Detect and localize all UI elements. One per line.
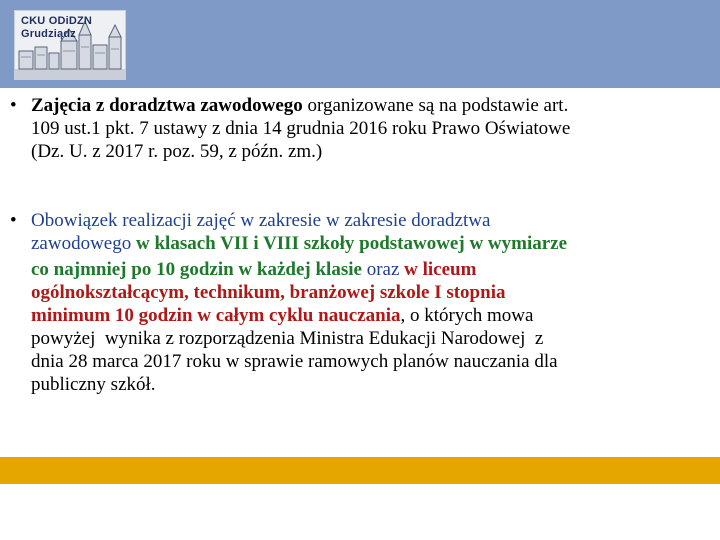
logo-line1: CKU ODiDZN [21,15,93,27]
text-run: (Dz. U. z 2017 r. poz. 59, z późn. zm.) [31,141,323,162]
logo-line2: Grudziądz [21,28,76,40]
text-run: minimum 10 godzin w całym cyklu nauczania [31,305,401,326]
paragraph-1 [31,94,711,163]
text-line [31,304,711,327]
bullet-2: • [10,210,17,231]
text-run: 109 ust.1 pkt. 7 ustawy z dnia 14 grudnia 2016 roku Prawo Oświatowe [31,118,571,139]
text-run: , o których mowa [400,305,534,326]
text-run: ogólnokształcącym, technikum, branżowej szkole I stopnia [31,282,506,303]
text-run: w klasach VII i VIII szkoły podstawowej w wymiarze [131,233,568,254]
text-run: w liceum [404,259,477,280]
text-run: organizowane są na podstawie art. [302,95,569,116]
text-run: oraz [361,259,405,280]
text-line [31,281,711,304]
text-line [31,373,711,396]
text-run: Obowiązek realizacji zajęć w zakresie w zakresie doradztwa [31,210,491,231]
text-line [31,117,711,140]
text-run: zawodowego [31,233,132,254]
text-run: Zajęcia z doradztwa zawodowego [31,95,303,116]
text-line [31,140,711,163]
text-run: powyżej wynika z rozporządzenia Ministra Edukacji Narodowej z [31,328,544,349]
footer-band [0,457,720,484]
text-line [31,350,711,373]
paragraph-2 [31,209,711,396]
text-line [31,94,711,117]
text-run: co najmniej po 10 godzin w każdej klasie [31,259,362,280]
text-line [31,209,711,232]
bullet-1: • [10,95,17,116]
text-line [31,258,711,281]
logo-text [21,15,92,41]
text-line [31,232,711,258]
text-run: publiczny szkół. [31,374,156,395]
text-run: dnia 28 marca 2017 roku w sprawie ramowych planów nauczania dla [31,351,558,372]
text-line [31,327,711,350]
logo [14,10,126,80]
